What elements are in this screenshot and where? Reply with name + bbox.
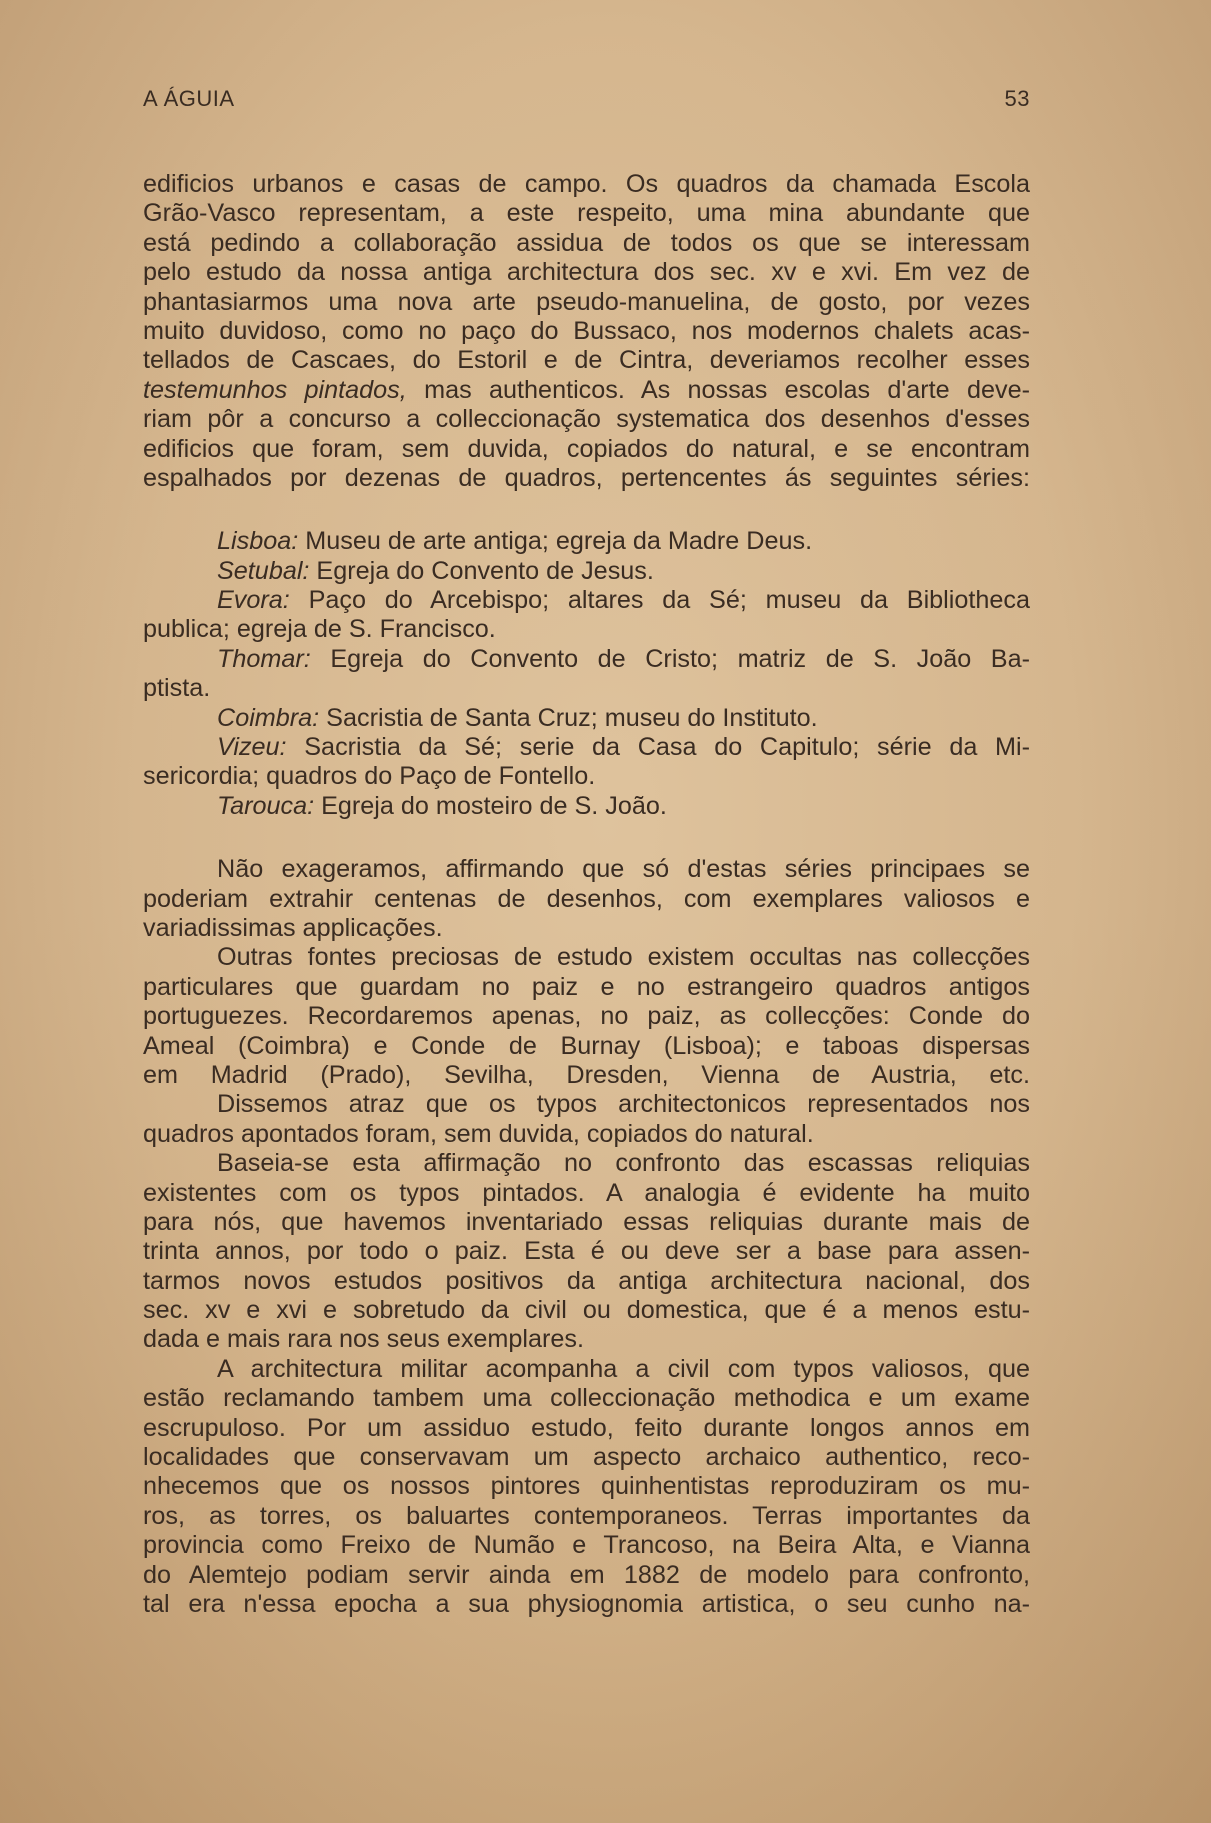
text-line: Baseia-se esta affirmação no confronto das escassas reliquias — [217, 1149, 1030, 1178]
series-item-tarouca — [143, 792, 1030, 821]
series-item-lisboa — [143, 527, 1030, 556]
series-place: Tarouca: — [217, 791, 315, 820]
text-line: Dissemos atraz que os typos architectonicos representados nos — [217, 1090, 1030, 1119]
text-line: particulares que guardam no paiz e no estrangeiro quadros antigos — [143, 972, 1030, 1001]
series-text: Egreja do Convento de Jesus. — [309, 556, 654, 585]
page-number: 53 — [1004, 86, 1030, 111]
body-text — [143, 170, 1030, 1619]
text-line: tarmos novos estudos positivos da antiga architectura nacional, dos — [143, 1266, 1030, 1295]
text-line: estão reclamando tambem uma colleccionação methodica e um exame — [143, 1384, 1030, 1413]
series-text: Egreja do Convento de Cristo; matriz de S. João Ba- — [310, 644, 1030, 673]
series-place: Vizeu: — [217, 733, 287, 762]
series-place: Thomar: — [217, 644, 311, 673]
text-line: nhecemos que os nossos pintores quinhentistas reproduziram os mu- — [143, 1472, 1030, 1501]
series-item-continuation: publica; egreja de S. Francisco. — [143, 615, 496, 644]
text-line: muito duvidoso, como no paço do Bussaco, nos modernos chalets acas- — [143, 316, 1030, 345]
text-line: sec. xv e xvi e sobretudo da civil ou domestica, que é a menos estu- — [143, 1296, 1030, 1325]
series-place: Coimbra: — [217, 703, 320, 732]
text-line: escrupuloso. Por um assiduo estudo, feito durante longos annos em — [143, 1413, 1030, 1442]
text-line: tellados de Cascaes, do Estoril e de Cintra, deveriamos recolher esses — [143, 346, 1030, 375]
text-line: Outras fontes preciosas de estudo existem occultas nas collecções — [217, 943, 1030, 972]
running-header — [143, 86, 1030, 118]
text-line: quadros apontados foram, sem duvida, copiados do natural. — [143, 1119, 814, 1148]
text-line: localidades que conservavam um aspecto archaico authentico, reco- — [143, 1443, 1030, 1472]
text-line: Ameal (Coimbra) e Conde de Burnay (Lisboa); e taboas dispersas — [143, 1031, 1030, 1060]
text-line: do Alemtejo podiam servir ainda em 1882 de modelo para confronto, — [143, 1560, 1030, 1589]
text-line: poderiam extrahir centenas de desenhos, com exemplares valiosos e — [143, 884, 1030, 913]
text-line: pelo estudo da nossa antiga architectura dos sec. xv e xvi. Em vez de — [143, 258, 1030, 287]
series-item-setubal — [143, 557, 1030, 586]
text-line: tal era n'essa epocha a sua physiognomia artistica, o seu cunho na- — [143, 1589, 1030, 1618]
series-item-coimbra — [143, 704, 1030, 733]
journal-title: A ÁGUIA — [143, 86, 235, 111]
text-line: ros, as torres, os baluartes contemporaneos. Terras importantes da — [143, 1501, 1030, 1530]
text-line: trinta annos, por todo o paiz. Esta é ou deve ser a base para assen- — [143, 1237, 1030, 1266]
text-line: A architectura militar acompanha a civil com typos valiosos, que — [217, 1354, 1030, 1383]
text-line: espalhados por dezenas de quadros, pertencentes ás seguintes séries: — [143, 463, 1030, 492]
text-line — [143, 376, 1030, 405]
text-line: phantasiarmos uma nova arte pseudo-manuelina, de gosto, por vezes — [143, 287, 1030, 316]
series-list — [143, 527, 1030, 821]
text-line: em Madrid (Prado), Sevilha, Dresden, Vienna de Austria, etc. — [143, 1060, 1030, 1089]
text-line: para nós, que havemos inventariado essas reliquias durante mais de — [143, 1207, 1030, 1236]
series-item-continuation: ptista. — [143, 674, 211, 703]
text-line: variadissimas applicações. — [143, 913, 443, 942]
series-place: Lisboa: — [217, 527, 299, 556]
text-line: riam pôr a concurso a colleccionação systematica dos desenhos d'esses — [143, 405, 1030, 434]
series-item-evora — [143, 586, 1030, 615]
text-fragment: mas authenticos. As nossas escolas d'arte deve- — [406, 375, 1030, 404]
series-item-continuation: sericordia; quadros do Paço de Fontello. — [143, 762, 596, 791]
text-line: existentes com os typos pintados. A analogia é evidente ha muito — [143, 1178, 1030, 1207]
text-line: portuguezes. Recordaremos apenas, no paiz, as collecções: Conde do — [143, 1002, 1030, 1031]
series-item-vizeu — [143, 733, 1030, 762]
text-line: edificios urbanos e casas de campo. Os quadros da chamada Escola — [143, 170, 1030, 198]
text-line: está pedindo a collaboração assidua de todos os que se interessam — [143, 228, 1030, 257]
series-text: Sacristia da Sé; serie da Casa do Capitulo; série da Mi- — [286, 733, 1030, 762]
series-text: Sacristia de Santa Cruz; museu do Instituto. — [319, 703, 818, 732]
italic-phrase: testemunhos pintados, — [143, 375, 407, 404]
text-line: edificios que foram, sem duvida, copiados do natural, e se encontram — [143, 434, 1030, 463]
text-line: dada e mais rara nos seus exemplares. — [143, 1325, 585, 1354]
series-place: Evora: — [217, 586, 290, 615]
series-text: Museu de arte antiga; egreja da Madre Deus. — [298, 527, 813, 556]
text-line: provincia como Freixo de Numão e Trancoso, na Beira Alta, e Vianna — [143, 1531, 1030, 1560]
series-item-thomar — [143, 645, 1030, 674]
text-line: Não exageramos, affirmando que só d'estas séries principaes se — [217, 855, 1030, 884]
series-text: Egreja do mosteiro de S. João. — [314, 791, 667, 820]
series-place: Setubal: — [217, 556, 310, 585]
series-text: Paço do Arcebispo; altares da Sé; museu da Bibliotheca — [289, 586, 1030, 615]
text-line: Grão-Vasco representam, a este respeito, uma mina abundante que — [143, 199, 1030, 228]
